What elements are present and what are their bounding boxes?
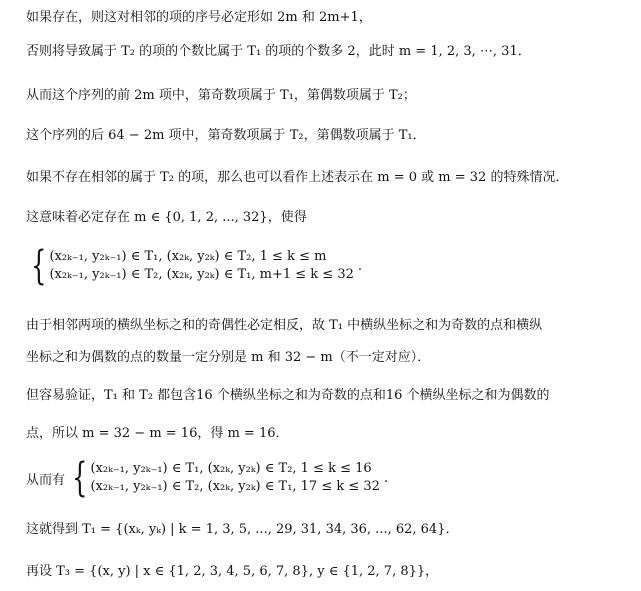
left-brace: {: [31, 243, 47, 289]
system2-row2: (x₂ₖ₋₁, y₂ₖ₋₁) ∈ T₂, (x₂ₖ, y₂ₖ) ∈ T₁, 17 ≤ k ≤ 32: [90, 479, 380, 494]
system2-prefix: 从而有: [26, 472, 66, 488]
equation-system-2: [26, 455, 389, 501]
left-brace-2: {: [72, 455, 88, 501]
text-line-11: 这就得到 T₁ = {(xₖ, yₖ) | k = 1, 3, 5, ..., 29, 31, 34, 36, ..., 62, 64}．: [26, 522, 459, 537]
text-line-4: 这个序列的后 64 − 2m 项中，第奇数项属于 T₂，第偶数项属于 T₁．: [26, 128, 426, 143]
text-line-7: 由于相邻两项的横纵坐标之和的奇偶性必定相反，故 T₁ 中横纵坐标之和为奇数的点和横纵: [26, 318, 543, 333]
system1-row2: (x₂ₖ₋₁, y₂ₖ₋₁) ∈ T₂, (x₂ₖ, y₂ₖ) ∈ T₁, m+1 ≤ k ≤ 32: [49, 267, 354, 282]
text-line-3: 从而这个序列的前 2m 项中，第奇数项属于 T₁，第偶数项属于 T₂；: [26, 88, 416, 103]
text-line-12: 再设 T₃ = {(x, y) | x ∈ {1, 2, 3, 4, 5, 6, 7, 8}, y ∈ {1, 2, 7, 8}}，: [26, 564, 439, 579]
text-line-8: 坐标之和为偶数的点的数量一定分别是 m 和 32 − m（不一定对应）．: [26, 350, 431, 365]
text-line-2: 否则将导致属于 T₂ 的项的个数比属于 T₁ 的项的个数多 2，此时 m = 1, 2, 3, ⋯, 31．: [26, 44, 531, 59]
system2-tail: .: [383, 470, 389, 486]
text-line-1: 如果存在，则这对相邻的项的序号必定形如 2m 和 2m+1，: [26, 10, 372, 25]
text-line-9: 但容易验证，T₁ 和 T₂ 都包含16 个横纵坐标之和为奇数的点和16 个横纵坐标之和为偶数的: [26, 388, 550, 403]
system1-tail: .: [357, 258, 363, 274]
system2-row1: (x₂ₖ₋₁, y₂ₖ₋₁) ∈ T₁, (x₂ₖ, y₂ₖ) ∈ T₂, 1 ≤ k ≤ 16: [90, 461, 372, 476]
text-line-6: 这意味着必定存在 m ∈ {0, 1, 2, ..., 32}，使得: [26, 210, 307, 225]
system1-row1: (x₂ₖ₋₁, y₂ₖ₋₁) ∈ T₁, (x₂ₖ, y₂ₖ) ∈ T₂, 1 ≤ k ≤ m: [49, 249, 327, 264]
text-line-5: 如果不存在相邻的属于 T₂ 的项，那么也可以看作上述表示在 m = 0 或 m = 32 的特殊情况．: [26, 170, 569, 185]
equation-system-1: [26, 243, 363, 289]
text-line-10: 点，所以 m = 32 − m = 16，得 m = 16．: [26, 426, 289, 441]
